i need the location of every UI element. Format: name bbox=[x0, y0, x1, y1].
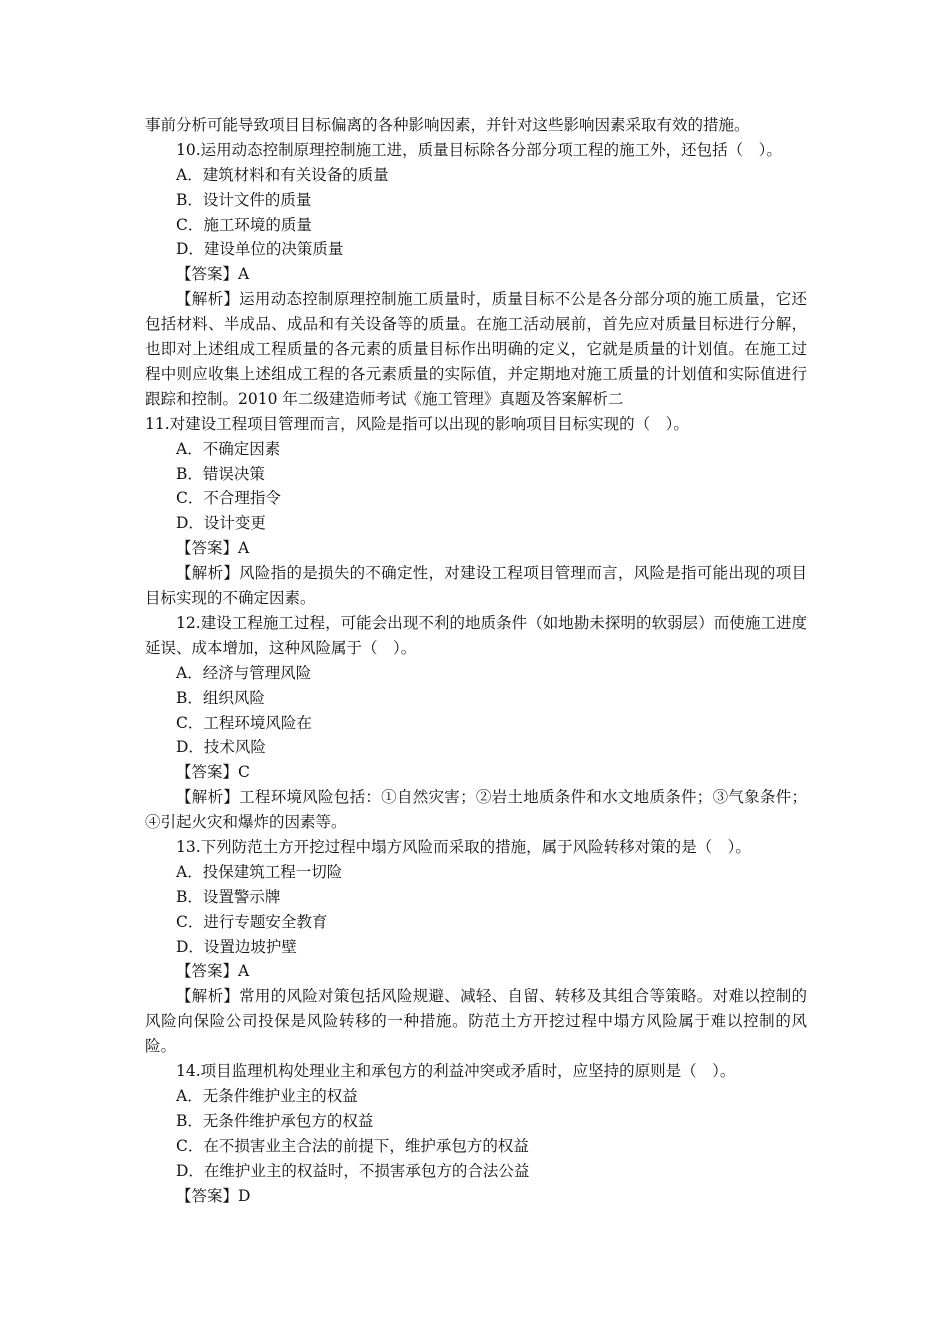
question-14: 14.项目监理机构处理业主和承包方的利益冲突或矛盾时，应坚持的原则是（ ）。 bbox=[176, 1062, 736, 1081]
q14-answer: 【答案】D bbox=[176, 1186, 251, 1205]
q12-option-c: C．工程环境风险在 bbox=[176, 713, 312, 732]
q11-explanation: 【解析】风险指的是损失的不确定性，对建设工程项目管理而言，风险是指可能出现的项目目标实现的不确定因素。 bbox=[145, 564, 807, 608]
q10-option-a: A．建筑材料和有关设备的质量 bbox=[176, 165, 389, 184]
question-10: 10.运用动态控制原理控制施工进，质量目标除各分部分项工程的施工外，还包括（ ）。 bbox=[176, 140, 782, 159]
q12-option-a: A．经济与管理风险 bbox=[176, 663, 312, 682]
q14-option-b: B．无条件维护承包方的权益 bbox=[176, 1111, 374, 1130]
q10-option-c: C．施工环境的质量 bbox=[176, 215, 312, 234]
q12-answer: 【答案】C bbox=[176, 763, 250, 782]
question-11: 11.对建设工程项目管理而言，风险是指可以出现的影响项目目标实现的（ ）。 bbox=[145, 414, 689, 433]
q10-option-d: D．建设单位的决策质量 bbox=[176, 240, 344, 259]
q13-option-c: C．进行专题安全教育 bbox=[176, 912, 328, 931]
q13-option-d: D．设置边坡护壁 bbox=[176, 937, 297, 956]
q14-option-a: A．无条件维护业主的权益 bbox=[176, 1086, 358, 1105]
q11-answer: 【答案】A bbox=[176, 539, 250, 558]
q13-explanation: 【解析】常用的风险对策包括风险规避、减轻、自留、转移及其组合等策略。对难以控制的风险向保险公司投保是风险转移的一种措施。防范土方开挖过程中塌方风险属于难以控制的风险。 bbox=[145, 987, 807, 1056]
q14-option-d: D．在维护业主的权益时，不损害承包方的合法公益 bbox=[176, 1161, 530, 1180]
intro-line: 事前分析可能导致项目目标偏离的各种影响因素，并针对这些影响因素采取有效的措施。 bbox=[145, 116, 750, 134]
question-13: 13.下列防范土方开挖过程中塌方风险而采取的措施，属于风险转移对策的是（ ）。 bbox=[176, 838, 751, 856]
q13-option-a: A．投保建筑工程一切险 bbox=[176, 862, 343, 881]
q14-option-c: C．在不损害业主合法的前提下，维护承包方的权益 bbox=[176, 1136, 529, 1155]
q12-explanation: 【解析】工程环境风险包括：①自然灾害；②岩土地质条件和水文地质条件；③气象条件；④引起火灾和爆炸的因素等。 bbox=[145, 788, 807, 832]
q13-option-b: B．设置警示牌 bbox=[176, 887, 281, 906]
q11-option-d: D．设计变更 bbox=[176, 514, 266, 533]
q11-option-c: C．不合理指令 bbox=[176, 489, 281, 508]
question-12: 12.建设工程施工过程，可能会出现不利的地质条件（如地勘未探明的软弱层）而使施工进度延误、成本增加，这种风险属于（ ）。 bbox=[145, 613, 807, 657]
q12-option-b: B．组织风险 bbox=[176, 688, 265, 707]
q11-option-b: B．错误决策 bbox=[176, 464, 265, 483]
q10-option-b: B．设计文件的质量 bbox=[176, 190, 312, 209]
q11-option-a: A．不确定因素 bbox=[176, 439, 281, 458]
q10-explanation: 【解析】运用动态控制原理控制施工质量时，质量目标不公是各分部分项的施工质量，它还包括材料、半成品、成品和有关设备等的质量。在施工活动展前，首先应对质量目标进行分解，也即对上述组成工程质量的各元素的质量目标作出明确的定义，它就是质量的计划值。在施工过程中则应收集上述组成工程的各元素质量的实际值，并定期地对施工质量的计划值和实际值进行跟踪和控制。2010 年二级建造师考试《施工管理》真题及答案解析二 bbox=[145, 290, 807, 408]
q10-answer: 【答案】A bbox=[176, 265, 250, 284]
q13-answer: 【答案】A bbox=[176, 962, 250, 981]
q12-option-d: D．技术风险 bbox=[176, 738, 266, 757]
document-page bbox=[145, 113, 807, 1208]
